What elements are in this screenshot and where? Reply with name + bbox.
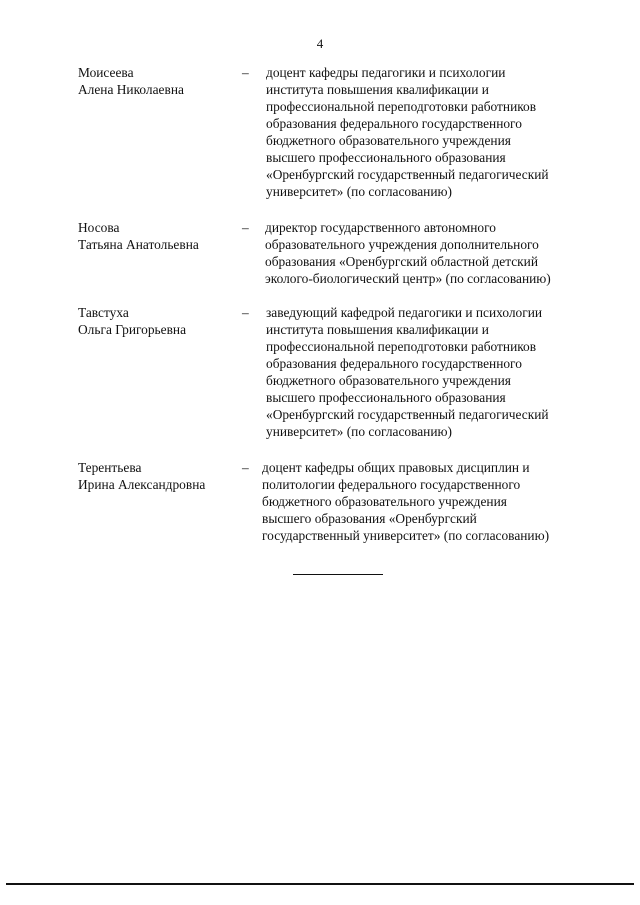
position-line: политологии федерального государственного	[262, 477, 521, 492]
position-line: высшего профессионального образования	[266, 150, 506, 165]
position-line: образования федерального государственного	[266, 356, 522, 371]
member-given-names: Татьяна Анатольевна	[78, 237, 199, 252]
position-line: университет» (по согласованию)	[266, 184, 452, 199]
member-surname: Носова	[78, 220, 120, 235]
dash-separator: –	[242, 220, 249, 235]
member-surname: Терентьева	[78, 460, 142, 475]
member-surname: Тавстуха	[78, 305, 129, 320]
position-line: института повышения квалификации и	[266, 322, 489, 337]
end-separator-line	[293, 574, 383, 575]
position-line: доцент кафедры педагогики и психологии	[266, 65, 506, 80]
member-name	[78, 304, 238, 338]
position-line: института повышения квалификации и	[266, 82, 489, 97]
position-line: бюджетного образовательного учреждения	[262, 494, 507, 509]
member-name	[78, 459, 238, 493]
position-line: профессиональной переподготовки работников	[266, 339, 537, 354]
page-number: 4	[316, 36, 324, 51]
dash-separator: –	[242, 305, 249, 320]
member-position	[262, 459, 602, 544]
position-line: директор государственного автономного	[265, 220, 496, 235]
position-line: «Оренбургский государственный педагогический	[266, 407, 549, 422]
bottom-border-rule	[6, 883, 634, 885]
dash-separator: –	[242, 460, 249, 475]
member-surname: Моисеева	[78, 65, 134, 80]
position-line: образования федерального государственного	[266, 116, 522, 131]
member-position	[265, 219, 605, 287]
dash-separator: –	[242, 65, 249, 80]
member-position	[266, 304, 606, 440]
position-line: образовательного учреждения дополнительного	[265, 237, 539, 252]
member-name	[78, 64, 238, 98]
position-line: образования «Оренбургский областной детский	[265, 254, 538, 269]
position-line: высшего профессионального образования	[266, 390, 506, 405]
position-line: бюджетного образовательного учреждения	[266, 373, 511, 388]
position-line: заведующий кафедрой педагогики и психологии	[266, 305, 543, 320]
position-line: высшего образования «Оренбургский	[262, 511, 477, 526]
position-line: бюджетного образовательного учреждения	[266, 133, 511, 148]
position-line: университет» (по согласованию)	[266, 424, 452, 439]
member-given-names: Ирина Александровна	[78, 477, 206, 492]
position-line: эколого-биологический центр» (по согласованию)	[265, 271, 551, 286]
member-given-names: Алена Николаевна	[78, 82, 184, 97]
position-line: доцент кафедры общих правовых дисциплин и	[262, 460, 530, 475]
member-position	[266, 64, 606, 200]
position-line: государственный университет» (по согласованию)	[262, 528, 550, 543]
position-line: «Оренбургский государственный педагогический	[266, 167, 549, 182]
position-line: профессиональной переподготовки работников	[266, 99, 537, 114]
member-given-names: Ольга Григорьевна	[78, 322, 187, 337]
member-name	[78, 219, 238, 253]
